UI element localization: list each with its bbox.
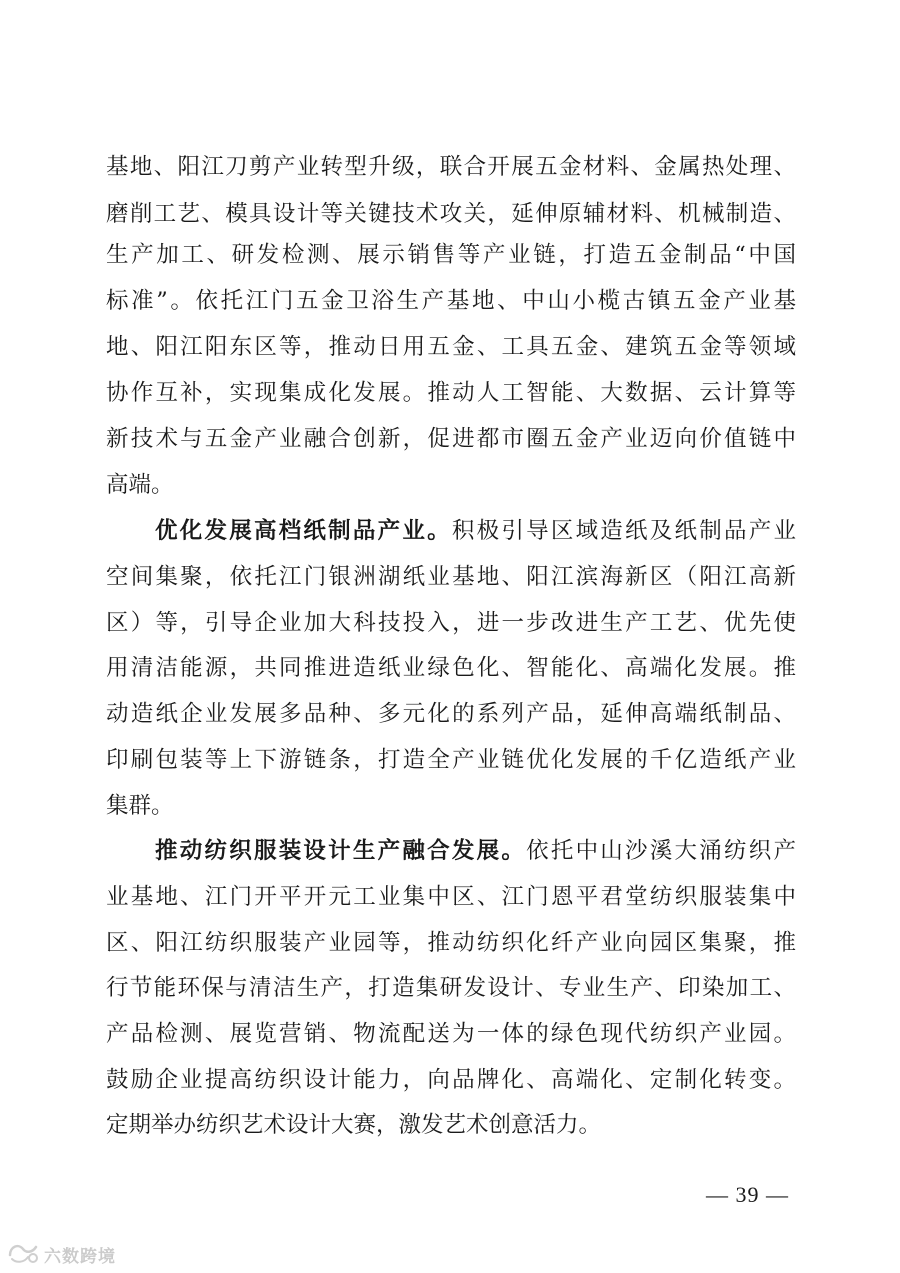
paragraph-1-line-4: 标准”。依托江门五金卫浴生产基地、中山小榄古镇五金产业基: [106, 288, 796, 314]
paragraph-3-line-6: 鼓励企业提高纺织设计能力，向品牌化、高端化、定制化转变。: [106, 1067, 796, 1093]
paragraph-1-line-1: 基地、阳江刀剪产业转型升级，联合开展五金材料、金属热处理、: [106, 154, 796, 180]
paragraph-2-first-line-text: 积极引导区域造纸及纸制品产业: [451, 518, 796, 544]
paragraph-2-line-2: 空间集聚，依托江门银洲湖纸业基地、阳江滨海新区（阳江高新: [106, 564, 796, 590]
paragraph-2-heading: 优化发展高档纸制品产业。: [155, 518, 452, 544]
paragraph-1-line-5: 地、阳江阳东区等，推动日用五金、工具五金、建筑五金等领域: [106, 334, 796, 360]
paragraph-1-line-2: 磨削工艺、模具设计等关键技术攻关，延伸原辅材料、机械制造、: [106, 201, 796, 227]
paragraph-3-line-2: 业基地、江门开平开元工业集中区、江门恩平君堂纺织服装集中: [106, 884, 796, 910]
paragraph-1-line-3: 生产加工、研发检测、展示销售等产业链，打造五金制品“中国: [106, 242, 796, 268]
logo-icon: [6, 1239, 40, 1270]
paragraph-3-heading: 推动纺织服装设计生产融合发展。: [155, 838, 527, 864]
paragraph-2-line-3: 区）等，引导企业加大科技投入，进一步改进生产工艺、优先使: [106, 610, 796, 636]
paragraph-3-first-line-text: 依托中山沙溪大涌纺织产: [526, 838, 796, 864]
paragraph-3-line-4: 行节能环保与清洁生产，打造集研发设计、专业生产、印染加工、: [106, 975, 796, 1001]
watermark-text: 六数跨境: [44, 1246, 116, 1267]
paragraph-3-line-7: 定期举办纺织艺术设计大赛，激发艺术创意活力。: [106, 1112, 602, 1138]
paragraph-2-line-1: [155, 516, 796, 546]
paragraph-2-line-6: 印刷包装等上下游链条，打造全产业链优化发展的千亿造纸产业: [106, 747, 796, 773]
paragraph-1-line-7: 新技术与五金产业融合创新，促进都市圈五金产业迈向价值链中: [106, 426, 796, 452]
watermark: [6, 1239, 116, 1269]
paragraph-1-line-6: 协作互补，实现集成化发展。推动人工智能、大数据、云计算等: [106, 380, 796, 406]
paragraph-2-line-5: 动造纸企业发展多品种、多元化的系列产品，延伸高端纸制品、: [106, 701, 796, 727]
page-number: — 39 —: [706, 1182, 789, 1207]
paragraph-3-line-3: 区、阳江纺织服装产业园等，推动纺织化纤产业向园区集聚，推: [106, 930, 796, 956]
paragraph-1-line-8: 高端。: [106, 472, 174, 498]
paragraph-2-line-4: 用清洁能源，共同推进造纸业绿色化、智能化、高端化发展。推: [106, 655, 796, 681]
paragraph-3-line-1: [155, 836, 796, 866]
paragraph-2-line-7: 集群。: [106, 793, 174, 819]
paragraph-3-line-5: 产品检测、展览营销、物流配送为一体的绿色现代纺织产业园。: [106, 1021, 796, 1047]
